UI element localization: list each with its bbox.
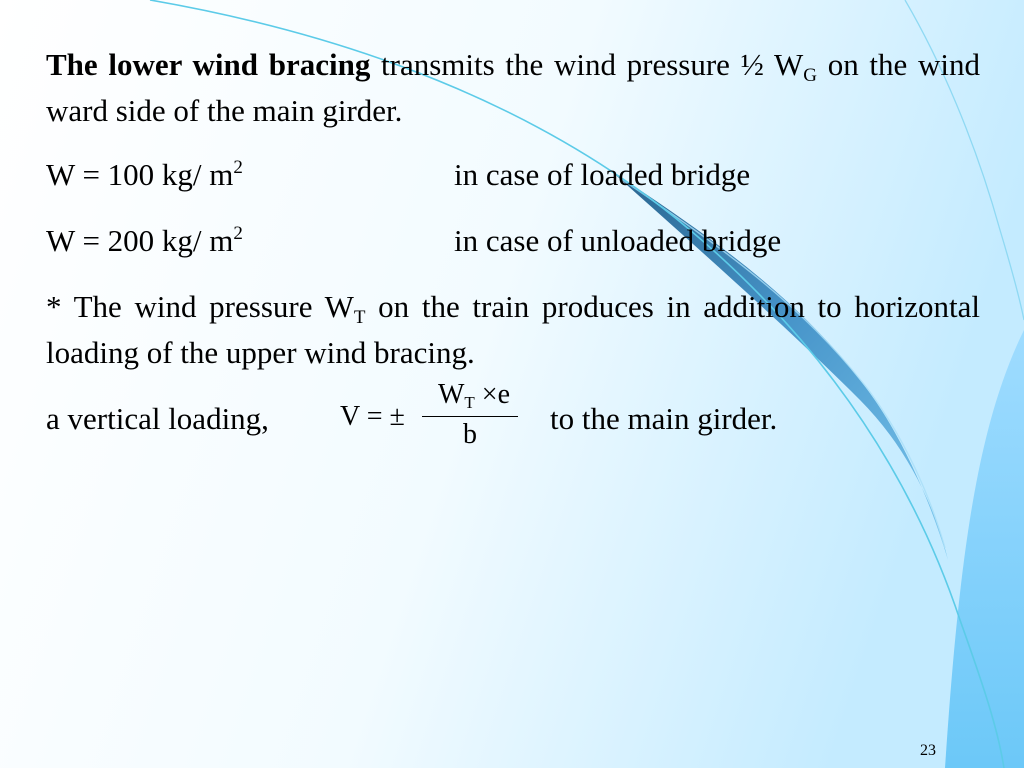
load-equation [46, 218, 243, 264]
formula-tail-text: to the main girder. [550, 401, 778, 436]
paragraph1-subscript: G [803, 65, 818, 86]
numerator-rest: ×e [474, 379, 511, 410]
lower-wind-bracing-paragraph [46, 42, 980, 134]
formula-lead-text: a vertical loading, [46, 401, 269, 436]
load-equation [46, 152, 243, 198]
vertical-loading-formula [340, 378, 530, 458]
fraction-bar [422, 416, 518, 417]
formula-lhs: V = ± [340, 401, 405, 432]
numerator-w: W [437, 379, 465, 410]
load-description: in case of unloaded bridge [454, 223, 782, 258]
load-row-loaded [46, 152, 980, 198]
load-exponent: 2 [233, 223, 243, 244]
paragraph2-subscript: T [353, 307, 366, 328]
numerator-subscript: T [464, 393, 475, 412]
paragraph1-text-b: on the wind ward side of the main girder. [46, 47, 980, 128]
paragraph2-text-a: * The wind pressure W [46, 289, 354, 324]
load-description: in case of loaded bridge [454, 157, 751, 192]
bold-lead-text: The lower wind bracing [46, 47, 371, 82]
paragraph1-text-a: transmits the wind pressure ½ W [370, 47, 804, 82]
load-equation-text: W = 100 kg/ m [46, 157, 234, 192]
vertical-loading-row [46, 379, 980, 476]
load-row-unloaded [46, 218, 980, 264]
load-equation-text: W = 200 kg/ m [46, 223, 234, 258]
slide-content [46, 42, 980, 476]
page-number: 23 [920, 742, 936, 759]
train-wind-pressure-paragraph [46, 284, 980, 376]
formula-denominator: b [463, 419, 477, 450]
load-exponent: 2 [233, 157, 243, 178]
formula-numerator [426, 378, 522, 412]
paragraph2-text-b: on the train produces in addition to horizontal loading of the upper wind bracing. [46, 289, 980, 370]
